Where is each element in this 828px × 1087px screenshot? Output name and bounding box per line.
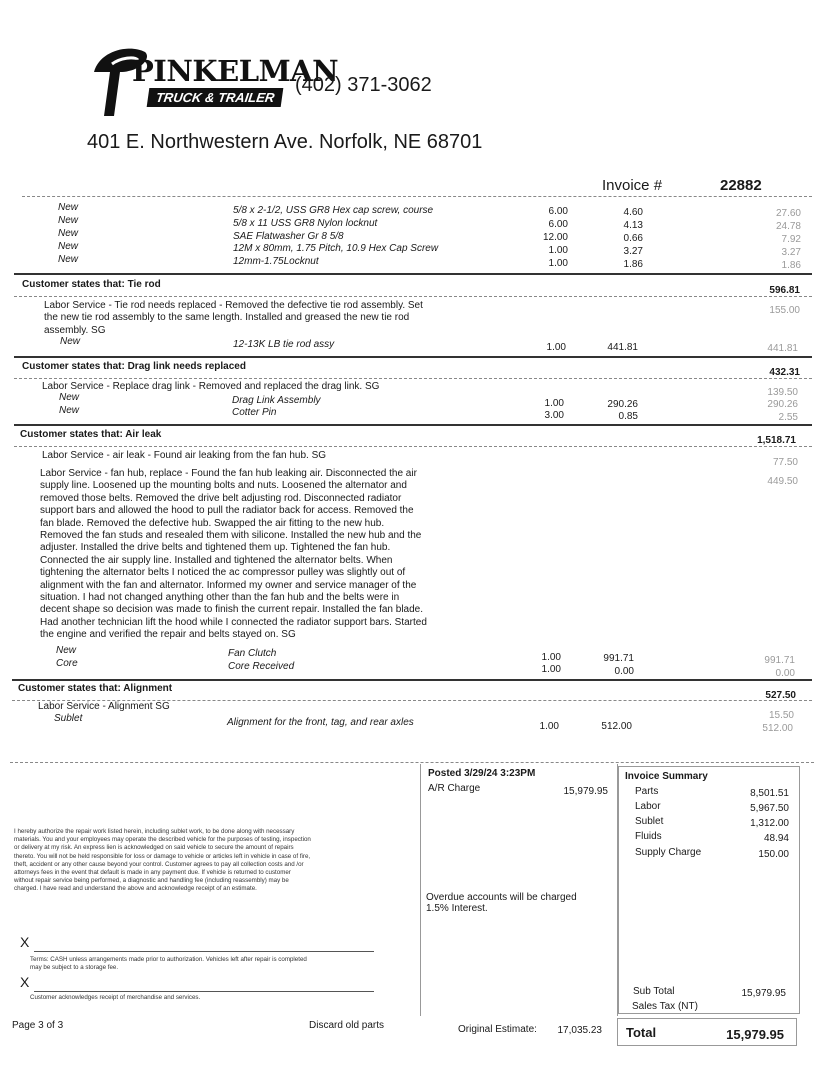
total-value: 15,979.95 (726, 1027, 784, 1042)
summary-label: Fluids (635, 831, 662, 842)
original-estimate-value: 17,035.23 (557, 1025, 602, 1036)
item-price: 0.85 (618, 411, 638, 422)
fine-print-line: Terms: CASH unless arrangements made prior to authorization. Vehicles left after repair is completed (30, 956, 307, 963)
logo-subtitle: TRUCK & TRAILER (147, 88, 284, 107)
fine-print-line: attorneys fees in the event that default is made in any payment due. If vehicle is returned to customer (14, 869, 291, 877)
item-qty: 1.00 (539, 721, 559, 732)
item-price: 3.27 (623, 246, 643, 257)
item-qty: 1.00 (541, 664, 561, 675)
item-qty: 1.00 (544, 398, 564, 409)
item-description: Fan Clutch (228, 648, 277, 659)
item-description: Core Received (228, 661, 295, 672)
labor-line: Labor Service - fan hub, replace - Found the fan hub leaking air. Disconnected the air (40, 468, 417, 479)
section-divider (14, 356, 812, 358)
section-divider (14, 424, 812, 426)
item-qty: 1.00 (548, 245, 568, 256)
summary-value: 48.94 (763, 833, 789, 844)
item-description: Cotter Pin (232, 407, 277, 418)
summary-value: 5,967.50 (750, 803, 789, 814)
labor-description-long (40, 468, 440, 642)
item-description: 12-13K LB tie rod assy (233, 339, 335, 350)
labor-line: the engine and verified the repair and belts stayed on. SG (40, 629, 296, 641)
invoice-summary-title: Invoice Summary (625, 771, 708, 782)
labor-line: removed those belts. Removed the drive belt adjusting rod. Disconnected radiator (40, 492, 402, 504)
labor-line: Removed the fan studs and resealed them with silicone. Installed the new hub and the (40, 530, 422, 542)
item-extended: 2.55 (778, 412, 798, 423)
overdue-line: 1.5% Interest. (426, 903, 488, 914)
item-qty: 1.00 (548, 258, 568, 269)
section-title: Customer states that: Alignment (18, 683, 173, 694)
section-title: Customer states that: Air leak (20, 429, 162, 440)
item-condition: Core (56, 658, 78, 669)
fine-print-line: thereto. You will not be held responsible for loss or damage to vehicle or articles left in vehicle in case of fire, (14, 852, 311, 860)
section-title: Customer states that: Tie rod (22, 279, 161, 290)
labor-line: support bars and allowed the hood to pull the radiator back for access. Removed the (40, 505, 414, 517)
logo-wordmark: PINKELMAN (132, 54, 339, 88)
section-title: Customer states that: Drag link needs replaced (22, 361, 246, 372)
labor-amount: 15.50 (768, 710, 794, 721)
item-description: Alignment for the front, tag, and rear axles (227, 717, 414, 728)
item-extended: 991.71 (764, 655, 795, 666)
labor-line: Had another technician lift the hood while I connected the radiator support bars. Started (40, 616, 427, 628)
invoice-number: 22882 (720, 177, 762, 194)
item-condition: New (58, 215, 79, 226)
item-condition: New (56, 645, 77, 656)
labor-amount: 155.00 (769, 305, 800, 316)
receipt-acknowledgement: Customer acknowledges receipt of merchandise and services. (30, 994, 201, 1001)
fine-print-line: may be subject to a storage fee. (30, 964, 119, 972)
posting-box (420, 764, 618, 1016)
item-extended: 7.92 (781, 234, 801, 245)
ar-charge-value: 15,979.95 (563, 786, 608, 797)
section-subdivider (14, 446, 812, 447)
item-description: Drag Link Assembly (232, 395, 321, 406)
item-condition: New (58, 241, 79, 252)
item-qty: 6.00 (548, 206, 568, 217)
fine-print-line: charged. I have read and understand the above and acknowledge receipt of an estimate. (14, 885, 257, 893)
summary-label: Labor (635, 801, 661, 812)
subtotal-label: Sub Total (633, 986, 675, 997)
signature-mark: X (20, 974, 30, 990)
item-price: 4.13 (623, 220, 643, 231)
sales-tax-label: Sales Tax (NT) (632, 1001, 698, 1012)
labor-description: Labor Service - Tie rod needs replaced - Removed the defective tie rod assembly. Set the new tie rod assembly to the same length. Installed and greased the new tie rod assembly. SG (44, 300, 423, 336)
labor-line: alignment with the fan and alternator. Informed my owner and service manager of the (40, 579, 417, 591)
item-price: 1.86 (623, 259, 643, 270)
fine-print-line: theft, accident or any other cause beyond your control. Customer agrees to pay all collection costs and /or (14, 860, 304, 868)
item-qty: 3.00 (544, 410, 564, 421)
fine-print-line: materials. You and your employees may operate the described vehicle for the purposes of testing, inspection (14, 836, 311, 844)
labor-amount: 139.50 (767, 387, 798, 398)
item-price: 0.66 (623, 233, 643, 244)
posted-timestamp: Posted 3/29/24 3:23PM (428, 768, 536, 779)
labor-description: Labor Service - Replace drag link - Removed and replaced the drag link. SG (42, 381, 380, 392)
company-logo (90, 38, 339, 123)
section-total: 596.81 (769, 285, 800, 296)
section-divider (14, 273, 812, 275)
labor-description: Labor Service - air leak - Found air leaking from the fan hub. SG (42, 450, 327, 461)
section-divider (12, 679, 812, 681)
item-description: 12mm-1.75Locknut (233, 256, 319, 267)
summary-value: 150.00 (758, 849, 789, 860)
summary-value: 1,312.00 (750, 818, 789, 829)
item-qty: 1.00 (546, 342, 566, 353)
fine-print-line: I hereby authorize the repair work listed herein, including sublet work, to be done along with necessary (14, 828, 295, 835)
overdue-line: Overdue accounts will be charged (426, 892, 577, 903)
summary-label: Sublet (635, 816, 664, 827)
item-price: 512.00 (601, 721, 632, 732)
item-price: 991.71 (603, 653, 634, 664)
item-price: 441.81 (607, 342, 638, 353)
signature-line[interactable] (34, 951, 374, 952)
item-description: 5/8 x 2-1/2, USS GR8 Hex cap screw, course (233, 205, 434, 216)
ar-charge-label: A/R Charge (428, 783, 481, 794)
summary-label: Parts (635, 786, 659, 797)
labor-amount: 449.50 (767, 476, 798, 487)
item-description: 12M x 80mm, 1.75 Pitch, 10.9 Hex Cap Screw (233, 243, 439, 254)
item-condition: New (59, 405, 80, 416)
labor-line: situation. I had not changed anything other than the fan hub and the belts were in (40, 592, 400, 604)
item-condition: Sublet (54, 713, 83, 724)
item-extended: 441.81 (767, 343, 798, 354)
fine-print-line: or delivery at my risk. An express lien is acknowledged on said vehicle to secure the amount of repairs (14, 844, 294, 852)
section-subdivider (14, 296, 812, 297)
authorization-text (14, 828, 414, 894)
summary-label: Supply Charge (635, 847, 702, 858)
item-description: 5/8 x 11 USS GR8 Nylon locknut (233, 218, 378, 229)
item-qty: 6.00 (548, 219, 568, 230)
labor-line: adjuster. Installed the drive belts and tightened them up. Tightened the fan hub. (40, 542, 391, 554)
labor-line: tightening the alternator belts I noticed the ac compressor pulley was slightly out of (40, 567, 406, 579)
invoice-number-label: Invoice # (602, 177, 663, 194)
item-condition: New (58, 202, 79, 213)
item-qty: 1.00 (541, 652, 561, 663)
section-total: 527.50 (765, 690, 796, 701)
section-total: 1,518.71 (757, 435, 796, 446)
labor-amount: 77.50 (772, 457, 798, 468)
item-extended: 512.00 (762, 723, 793, 734)
item-price: 4.60 (623, 207, 643, 218)
original-estimate-label: Original Estimate: (458, 1024, 537, 1035)
labor-line: Connected the air supply line. Installed and tightened the alternator belts. When (40, 554, 393, 566)
terms-text (30, 956, 410, 972)
item-condition: New (60, 336, 81, 347)
labor-line: fan blade. Removed the defective hub. Swapped the air fitting to the new hub. (40, 517, 385, 529)
item-qty: 12.00 (542, 232, 568, 243)
section-total: 432.31 (769, 367, 800, 378)
header-divider (22, 196, 812, 197)
item-price: 290.26 (607, 399, 638, 410)
footer-divider (10, 762, 814, 763)
item-extended: 3.27 (781, 247, 801, 258)
signature-line[interactable] (34, 991, 374, 992)
item-extended: 0.00 (775, 668, 795, 679)
labor-line: decent shape so decision was made to finish the current repair. Installed the fan blade. (40, 604, 424, 616)
overdue-notice (426, 892, 577, 914)
fine-print-line: without repair service being performed, a diagnostic and handling fee (including reassembly) may be (14, 877, 289, 885)
total-label: Total (626, 1025, 657, 1040)
labor-line: supply line. Loosened up the mounting bolts and nuts. Loosened the alternator and (40, 480, 407, 492)
signature-mark: X (20, 934, 30, 950)
item-extended: 24.78 (775, 221, 801, 232)
labor-description: Labor Service - Alignment SG (38, 701, 170, 712)
item-description: SAE Flatwasher Gr 8 5/8 (233, 231, 344, 242)
summary-value: 8,501.51 (750, 788, 789, 799)
item-extended: 27.60 (775, 208, 801, 219)
discard-parts-note: Discard old parts (309, 1020, 385, 1031)
subtotal-value: 15,979.95 (741, 988, 786, 999)
item-condition: New (58, 254, 79, 265)
company-phone: (402) 371-3062 (295, 74, 432, 96)
item-extended: 1.86 (781, 260, 801, 271)
company-address: 401 E. Northwestern Ave. Norfolk, NE 68701 (87, 131, 483, 153)
page-number: Page 3 of 3 (12, 1020, 64, 1031)
item-condition: New (59, 392, 80, 403)
section-subdivider (14, 378, 812, 379)
item-condition: New (58, 228, 79, 239)
item-price: 0.00 (614, 666, 634, 677)
item-extended: 290.26 (767, 399, 798, 410)
